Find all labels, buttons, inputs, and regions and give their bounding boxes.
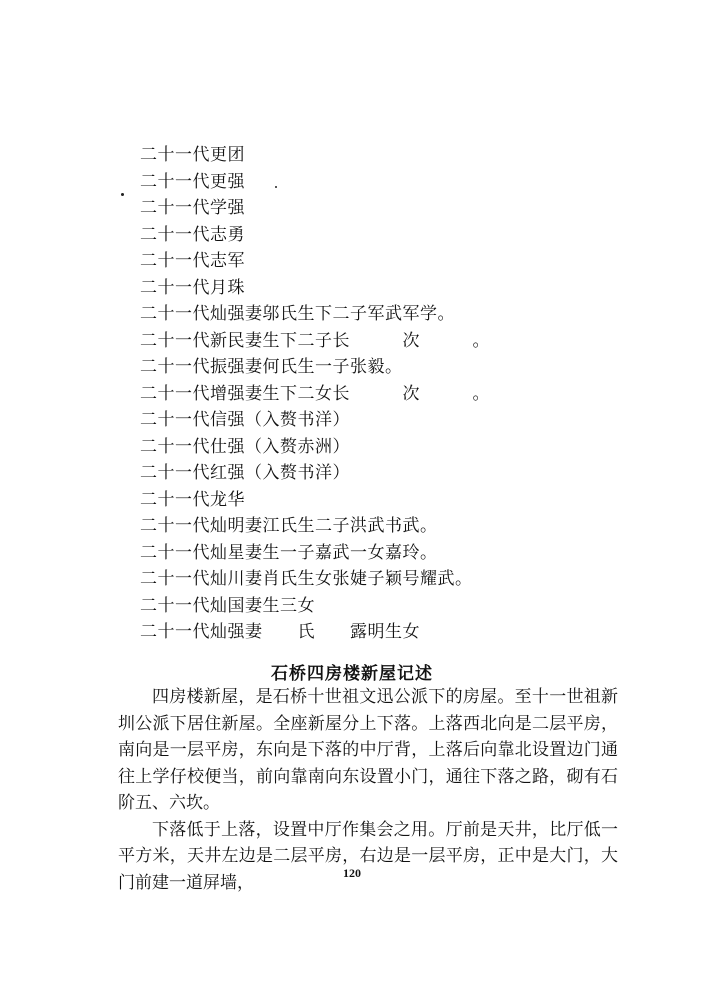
- genealogy-line: 二十一代红强（入赘书洋）: [140, 463, 350, 483]
- scan-speck: [121, 193, 124, 196]
- paragraph: 四房楼新屋，是石桥十世祖文迅公派下的房屋。至十一世祖新圳公派下居住新屋。全座新屋分上下落。上落西北向是二层平房，南向是一层平房，东向是下落的中厅背，上落后向靠北设置边门通往上学仔校便当，前向靠南向东设置小门，通往下落之路，砌有石阶五、六坎。: [118, 687, 618, 813]
- genealogy-line: 二十一代志勇: [140, 224, 245, 245]
- page-number: 120: [343, 866, 361, 880]
- genealogy-list: [140, 142, 680, 646]
- genealogy-line: 二十一代灿星妻生一子嘉武一女嘉玲。: [140, 542, 438, 563]
- genealogy-line: 二十一代志军: [140, 251, 245, 271]
- genealogy-line: 二十一代增强妻生下二女长 次 。: [140, 383, 490, 404]
- genealogy-line: 二十一代灿强妻 氏 露明生女: [140, 622, 420, 642]
- genealogy-line: 二十一代更团: [140, 145, 245, 165]
- body-text: [118, 684, 618, 896]
- genealogy-line: 二十一代振强妻何氏生一子张毅。: [140, 357, 403, 377]
- genealogy-line: 二十一代月珠: [140, 277, 245, 298]
- genealogy-line: 二十一代龙华: [140, 489, 245, 510]
- genealogy-line: 二十一代仕强（入赘赤洲）: [140, 436, 350, 457]
- genealogy-line: 二十一代灿川妻肖氏生女张婕子颖号耀武。: [140, 569, 473, 589]
- genealogy-line: 二十一代灿明妻江氏生二子洪武书武。: [140, 516, 438, 536]
- paragraph: 下落低于上落，设置中厅作集会之用。厅前是天井，比厅低一平方米，天井左边是二层平房，右边是一层平房，正中是大门，大门前建一道屏墙，: [118, 819, 618, 893]
- genealogy-line: 二十一代新民妻生下二子长 次 。: [140, 330, 490, 351]
- genealogy-line: 二十一代灿国妻生三女: [140, 595, 315, 616]
- genealogy-line: 二十一代更强: [140, 171, 245, 192]
- genealogy-line: 二十一代学强: [140, 198, 245, 218]
- section-title: 石桥四房楼新屋记述: [271, 664, 433, 684]
- genealogy-line: 二十一代灿强妻邬氏生下二子军武军学。: [140, 304, 455, 324]
- genealogy-line: 二十一代信强（入赘书洋）: [140, 410, 350, 430]
